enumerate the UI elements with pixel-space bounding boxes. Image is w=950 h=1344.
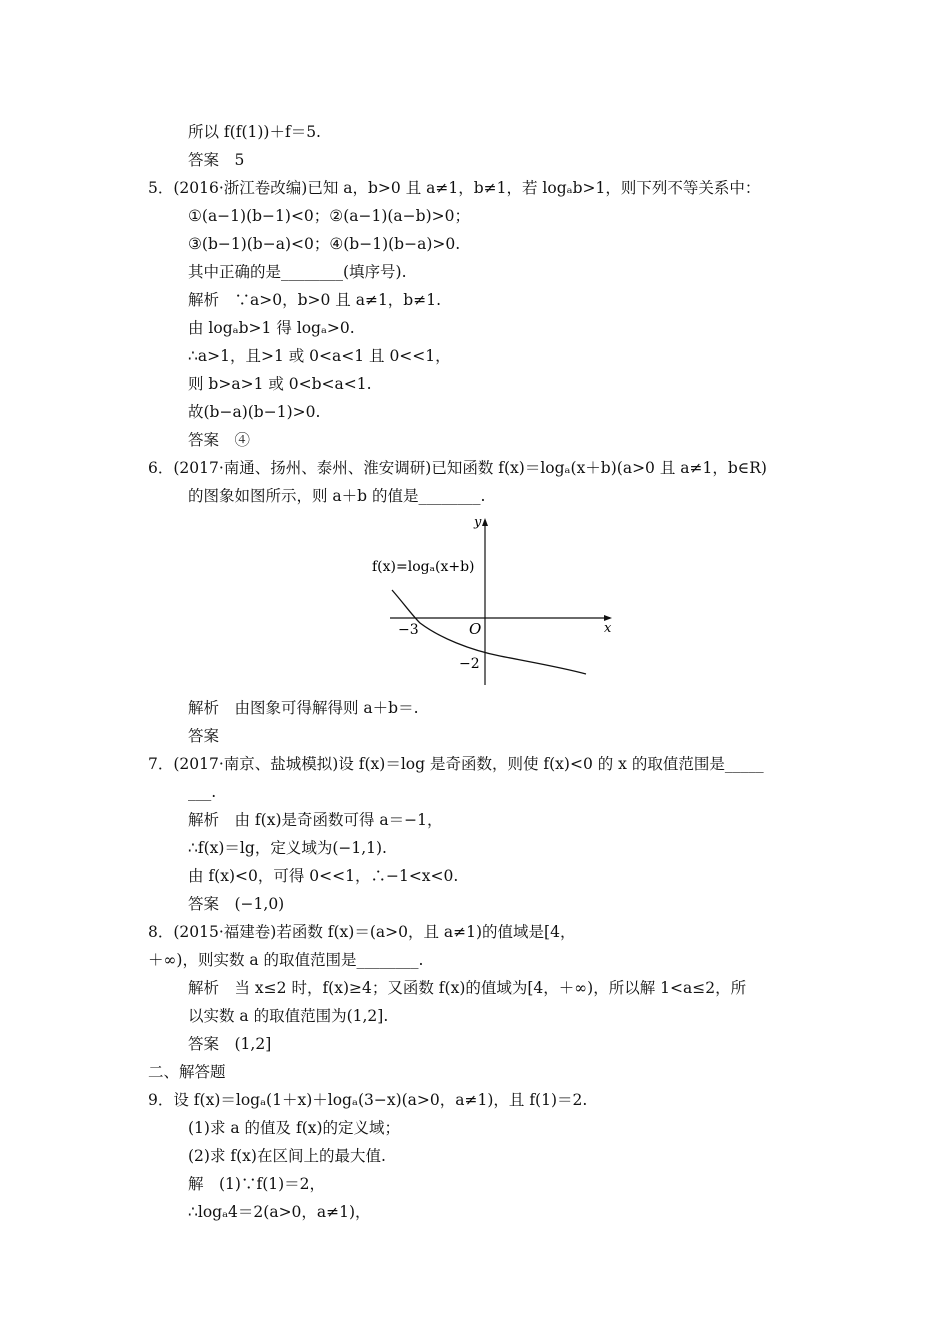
log-curve [392,590,586,674]
x-intercept-label: −3 [398,622,419,638]
text-line: 所以 f(f(1))＋f＝5. [188,123,321,141]
text-line: 答案 [188,727,220,745]
text-line: 由 f(x)<0，可得 0<<1，∴−1<x<0. [188,867,459,885]
text-line: ①(a−1)(b−1)<0；②(a−1)(a−b)>0； [188,207,470,225]
y-axis-arrow [482,518,488,526]
text-line: 则 b>a>1 或 0<b<a<1. [188,375,372,393]
text-line: ∴a>1，且>1 或 0<a<1 且 0<<1， [188,347,451,365]
text-line: 答案 (1,2] [188,1035,272,1053]
text-line: (1)求 a 的值及 f(x)的定义域； [188,1119,401,1137]
function-graph [360,510,620,690]
text-line: (2)求 f(x)在区间上的最大值. [188,1147,386,1165]
text-line: 8．(2015·福建卷)若函数 f(x)＝(a>0，且 a≠1)的值域是[4， [148,923,576,941]
text-line: 故(b−a)(b−1)>0. [188,403,321,421]
text-line: 解析 当 x≤2 时，f(x)≥4；又函数 f(x)的值域为[4，＋∞)，所以解 1<a≤2，所 [188,979,747,997]
origin-label: O [469,620,482,638]
text-line: 答案 ④ [188,431,251,449]
text-line: 二、解答题 [148,1063,226,1081]
y-axis-label: y [474,515,482,530]
text-line: 7．(2017·南京、盐城模拟)设 f(x)＝log 是奇函数，则使 f(x)<0 的 x 的取值范围是_____ [148,755,764,773]
text-line: 解析 ∵a>0，b>0 且 a≠1，b≠1. [188,291,442,309]
text-line: ___. [188,783,217,801]
text-line: ∴logₐ4＝2(a>0，a≠1)， [188,1203,371,1221]
text-line: 9．设 f(x)＝logₐ(1＋x)＋logₐ(3−x)(a>0，a≠1)，且 f(1)＝2. [148,1091,588,1109]
text-line: 由 logₐb>1 得 logₐ>0. [188,319,355,337]
text-line: 答案 (−1,0) [188,895,285,913]
text-line: 解析 由 f(x)是奇函数可得 a＝−1， [188,811,443,829]
text-line: 答案 5 [188,151,245,169]
text-line: ③(b−1)(b−a)<0；④(b−1)(b−a)>0. [188,235,461,253]
y-intercept-label: −2 [459,656,480,672]
text-line: 的图象如图所示，则 a＋b 的值是________. [188,487,486,505]
function-label: f(x)=logₐ(x+b) [372,559,475,575]
text-line: 其中正确的是________(填序号). [188,263,407,281]
x-axis-label: x [604,621,612,636]
text-line: 6．(2017·南通、扬州、泰州、淮安调研)已知函数 f(x)＝logₐ(x＋b)(a>0 且 a≠1，b∈R) [148,459,767,477]
text-line: ＋∞)，则实数 a 的取值范围是________. [148,951,424,969]
text-line: 解析 由图象可得解得则 a＋b＝. [188,699,419,717]
text-line: 5．(2016·浙江卷改编)已知 a，b>0 且 a≠1，b≠1，若 logₐb>1，则下列不等关系中： [148,179,761,197]
text-line: 解 (1)∵f(1)＝2， [188,1175,326,1193]
text-line: ∴f(x)＝lg，定义域为(−1,1). [188,839,387,857]
text-line: 以实数 a 的取值范围为(1,2]. [188,1007,389,1025]
